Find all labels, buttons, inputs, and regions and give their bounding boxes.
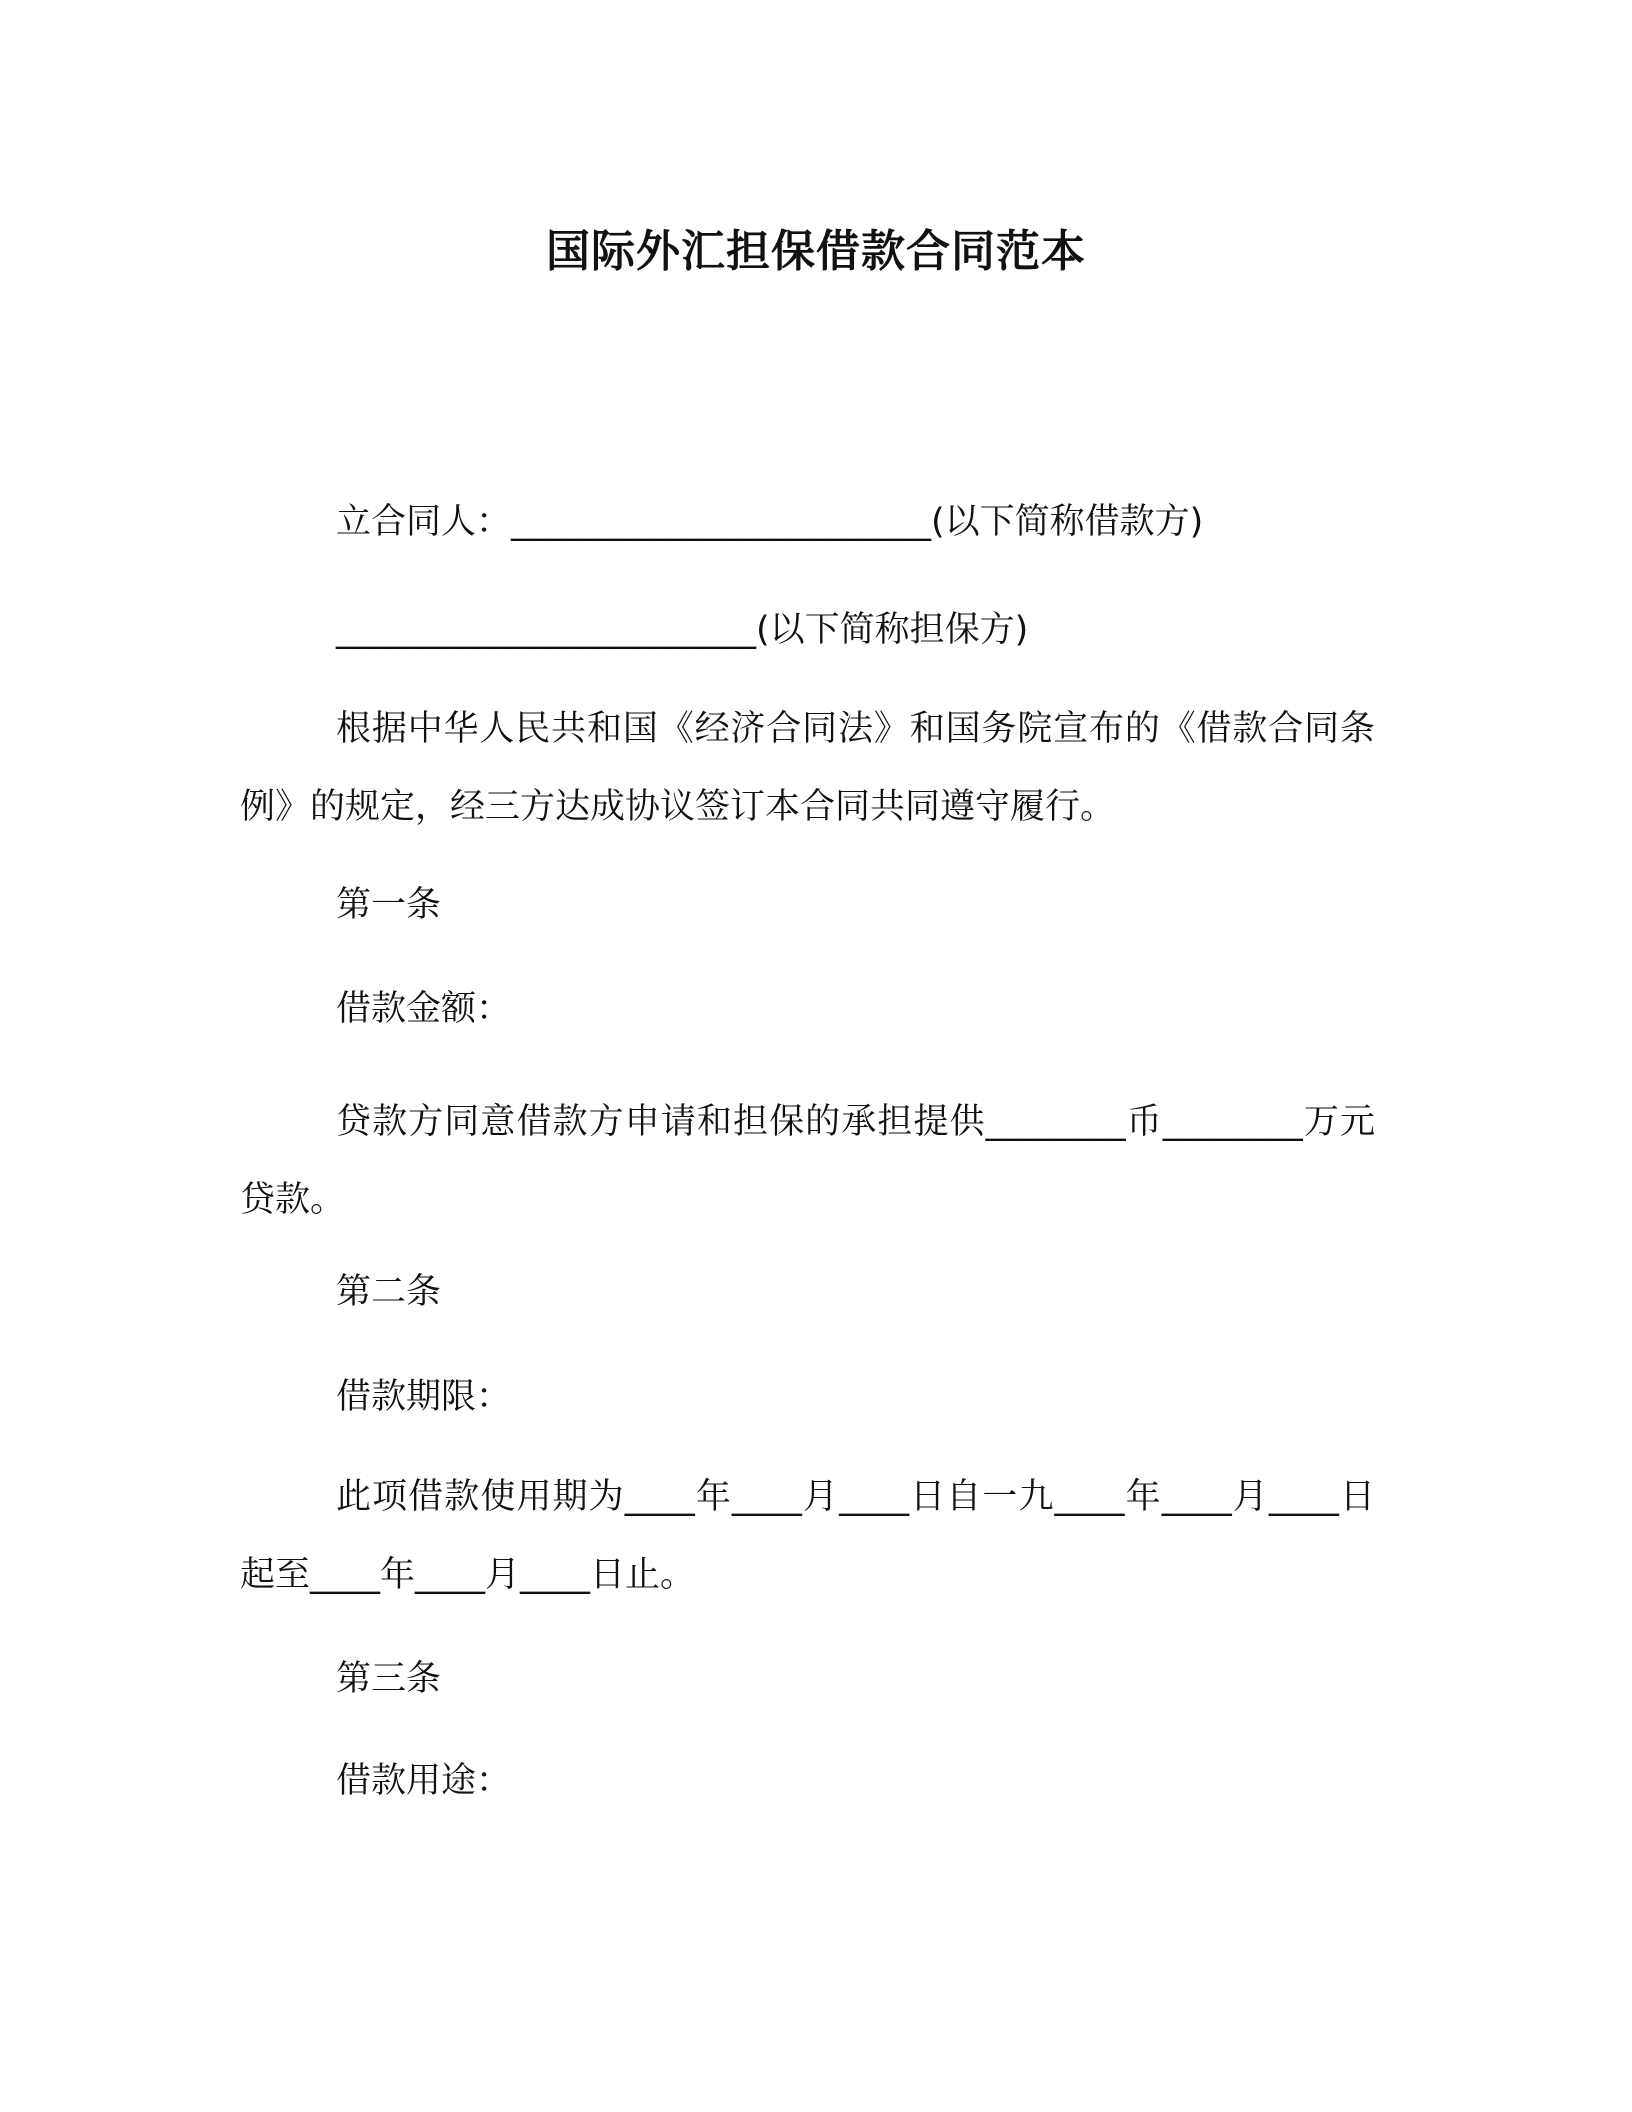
section-label-loan-purpose: 借款用途： xyxy=(336,1761,512,1801)
party-guarantor-line: ________________________(以下简称担保方) xyxy=(336,610,1029,650)
page-title: 国际外汇担保借款合同范本 xyxy=(546,226,1086,277)
section-label-loan-amount: 借款金额： xyxy=(336,989,512,1029)
article-heading-2: 第二条 xyxy=(336,1272,442,1312)
section-label-loan-term: 借款期限： xyxy=(336,1377,512,1417)
loan-term-paragraph: 此项借款使用期为____年____月____日自一九____年____月____日起至____年____月____日止。 xyxy=(240,1477,1375,1595)
article-heading-1: 第一条 xyxy=(336,885,442,925)
party-borrower-line: 立合同人：________________________(以下简称借款方) xyxy=(336,502,1204,542)
loan-amount-paragraph: 贷款方同意借款方申请和担保的承担提供________币________万元贷款。 xyxy=(240,1102,1375,1220)
article-heading-3: 第三条 xyxy=(336,1659,442,1699)
preamble-paragraph: 根据中华人民共和国《经济合同法》和国务院宣布的《借款合同条例》的规定，经三方达成协议签订本合同共同遵守履行。 xyxy=(240,709,1375,827)
